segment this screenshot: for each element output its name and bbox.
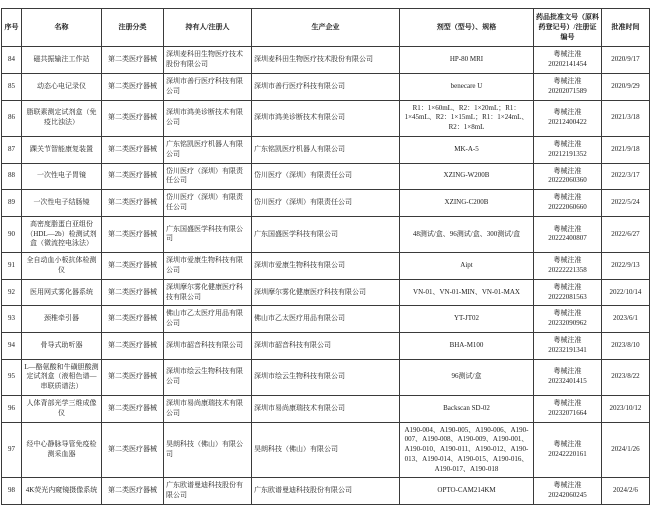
manufacturer-cell: 深圳麦科田生物医疗技术股份有限公司 xyxy=(252,47,400,74)
manufacturer-cell: 佛山市乙太医疗用品有限公司 xyxy=(252,306,400,333)
device-name-cell: 踝关节智能康复装置 xyxy=(22,136,102,163)
registration-table xyxy=(1,8,650,505)
manufacturer-cell: 岱川医疗（深圳）有限责任公司 xyxy=(252,163,400,190)
approval-date-cell: 2022/5/24 xyxy=(602,190,650,217)
holder-cell: 深圳摩尔雾化健康医疗科技有限公司 xyxy=(164,279,252,306)
row-number-cell: 95 xyxy=(2,359,22,395)
row-number-cell: 96 xyxy=(2,395,22,422)
row-number-cell: 92 xyxy=(2,279,22,306)
header-manufacturer: 生产企业 xyxy=(252,9,400,47)
holder-cell: 岱川医疗（深圳）有限责任公司 xyxy=(164,190,252,217)
table-row xyxy=(2,190,650,217)
approval-date-cell: 2020/9/17 xyxy=(602,47,650,74)
model-spec-cell: XZING-W200B xyxy=(400,163,534,190)
registration-number-cell: 粤械注准20222221358 xyxy=(534,253,602,280)
approval-date-cell: 2024/1/26 xyxy=(602,422,650,478)
manufacturer-cell: 深圳市韶音科技有限公司 xyxy=(252,332,400,359)
table-row xyxy=(2,100,650,136)
registration-number-cell: 粤械注准20242220161 xyxy=(534,422,602,478)
registration-number-cell: 粤械注准20212191352 xyxy=(534,136,602,163)
device-name-cell: 磁共振输注工作站 xyxy=(22,47,102,74)
device-name-cell: 颈椎牵引器 xyxy=(22,306,102,333)
row-number-cell: 98 xyxy=(2,478,22,505)
model-spec-cell: A190-004、A190-005、A190-006、A190-007、A190-008、A190-009、A190-001、A190-010、A190-011、A190-012、A190-013、A190-014、A190-015、A190-016、A190-017、A190-018 xyxy=(400,422,534,478)
registration-number-cell: 粤械注准20222060660 xyxy=(534,190,602,217)
table-row xyxy=(2,73,650,100)
registration-number-cell: 粤械注准20232401415 xyxy=(534,359,602,395)
manufacturer-cell: 广东欧谱曼迪科技股份有限公司 xyxy=(252,478,400,505)
table-row xyxy=(2,359,650,395)
header-model-spec: 剂型（型号）、规格 xyxy=(400,9,534,47)
approval-date-cell: 2023/6/1 xyxy=(602,306,650,333)
device-name-cell: 医用网式雾化器系统 xyxy=(22,279,102,306)
holder-cell: 深圳市鸿美诊断技术有限公司 xyxy=(164,100,252,136)
manufacturer-cell: 深圳市易尚康瑞技术有限公司 xyxy=(252,395,400,422)
model-spec-cell: benecare U xyxy=(400,73,534,100)
model-spec-cell: BHA-M100 xyxy=(400,332,534,359)
registration-category-cell: 第二类医疗器械 xyxy=(102,279,164,306)
registration-category-cell: 第二类医疗器械 xyxy=(102,216,164,252)
holder-cell: 深圳市绘云生物科技有限公司 xyxy=(164,359,252,395)
table-row xyxy=(2,395,650,422)
model-spec-cell: MK-A-5 xyxy=(400,136,534,163)
holder-cell: 广东国盛医学科技有限公司 xyxy=(164,216,252,252)
row-number-cell: 97 xyxy=(2,422,22,478)
device-name-cell: 动态心电记录仪 xyxy=(22,73,102,100)
registration-category-cell: 第二类医疗器械 xyxy=(102,47,164,74)
model-spec-cell: R1：1×60mL、R2：1×20mL；R1：1×45mL、R2：1×15mL；R1：1×24mL、R2：1×8mL xyxy=(400,100,534,136)
device-name-cell: 经中心静脉导管免疫检测采血器 xyxy=(22,422,102,478)
model-spec-cell: Aipt xyxy=(400,253,534,280)
table-row xyxy=(2,47,650,74)
registration-number-cell: 粤械注准20222081563 xyxy=(534,279,602,306)
table-row xyxy=(2,279,650,306)
holder-cell: 深圳麦科田生物医疗技术股份有限公司 xyxy=(164,47,252,74)
model-spec-cell: YT-JT02 xyxy=(400,306,534,333)
device-name-cell: 一次性电子胃镜 xyxy=(22,163,102,190)
manufacturer-cell: 广东国盛医学科技有限公司 xyxy=(252,216,400,252)
holder-cell: 广东欧谱曼迪科技股份有限公司 xyxy=(164,478,252,505)
manufacturer-cell: 深圳市鸿美诊断技术有限公司 xyxy=(252,100,400,136)
manufacturer-cell: 广东铭凯医疗机器人有限公司 xyxy=(252,136,400,163)
table-row xyxy=(2,332,650,359)
approval-date-cell: 2023/10/12 xyxy=(602,395,650,422)
approval-date-cell: 2024/2/6 xyxy=(602,478,650,505)
row-number-cell: 85 xyxy=(2,73,22,100)
registration-category-cell: 第二类医疗器械 xyxy=(102,306,164,333)
header-date: 批准时间 xyxy=(602,9,650,47)
registration-number-cell: 粤械注准20212400422 xyxy=(534,100,602,136)
manufacturer-cell: 深圳市爱康生物科技有限公司 xyxy=(252,253,400,280)
manufacturer-cell: 昊朗科技（佛山）有限公司 xyxy=(252,422,400,478)
model-spec-cell: VN-01、VN-01-MIN、VN-01-MAX xyxy=(400,279,534,306)
registration-category-cell: 第二类医疗器械 xyxy=(102,332,164,359)
header-row xyxy=(2,9,650,47)
header-holder: 持有人/注册人 xyxy=(164,9,252,47)
header-name: 名称 xyxy=(22,9,102,47)
device-name-cell: 高密度脂蛋白亚组份（HDL—2b）检测试剂盒（微流控电泳法） xyxy=(22,216,102,252)
approval-date-cell: 2021/3/18 xyxy=(602,100,650,136)
row-number-cell: 86 xyxy=(2,100,22,136)
model-spec-cell: HP-80 MRI xyxy=(400,47,534,74)
header-category: 注册分类 xyxy=(102,9,164,47)
row-number-cell: 94 xyxy=(2,332,22,359)
model-spec-cell: XZING-C200B xyxy=(400,190,534,217)
registration-category-cell: 第二类医疗器械 xyxy=(102,100,164,136)
table-row xyxy=(2,216,650,252)
table-body xyxy=(2,47,650,505)
registration-category-cell: 第二类医疗器械 xyxy=(102,478,164,505)
approval-date-cell: 2022/9/13 xyxy=(602,253,650,280)
manufacturer-cell: 深圳市善行医疗科技有限公司 xyxy=(252,73,400,100)
row-number-cell: 91 xyxy=(2,253,22,280)
row-number-cell: 89 xyxy=(2,190,22,217)
device-name-cell: 脂联素测定试剂盒（免疫比浊法） xyxy=(22,100,102,136)
holder-cell: 广东铭凯医疗机器人有限公司 xyxy=(164,136,252,163)
approval-date-cell: 2023/8/10 xyxy=(602,332,650,359)
registration-category-cell: 第二类医疗器械 xyxy=(102,395,164,422)
model-spec-cell: Backscan SD-02 xyxy=(400,395,534,422)
table-row xyxy=(2,163,650,190)
device-name-cell: L—酪氨酸和牛磺胆酸测定试剂盒（液相色谱—串联质谱法） xyxy=(22,359,102,395)
registration-category-cell: 第二类医疗器械 xyxy=(102,190,164,217)
table-row xyxy=(2,478,650,505)
header-reg-number: 药品批准文号（原料药登记号）/注册证编号 xyxy=(534,9,602,47)
header-no: 序号 xyxy=(2,9,22,47)
registration-number-cell: 粤械注准20232090962 xyxy=(534,306,602,333)
registration-number-cell: 粤械注准20232191341 xyxy=(534,332,602,359)
registration-number-cell: 粤械注准20222060360 xyxy=(534,163,602,190)
registration-number-cell: 粤械注准20222400807 xyxy=(534,216,602,252)
registration-category-cell: 第二类医疗器械 xyxy=(102,359,164,395)
table-row xyxy=(2,136,650,163)
row-number-cell: 90 xyxy=(2,216,22,252)
registration-number-cell: 粤械注准20232071664 xyxy=(534,395,602,422)
device-name-cell: 4K荧光内窥镜摄像系统 xyxy=(22,478,102,505)
registration-number-cell: 粤械注准20242060245 xyxy=(534,478,602,505)
row-number-cell: 87 xyxy=(2,136,22,163)
device-name-cell: 骨导式助听器 xyxy=(22,332,102,359)
holder-cell: 深圳市善行医疗科技有限公司 xyxy=(164,73,252,100)
registration-category-cell: 第二类医疗器械 xyxy=(102,73,164,100)
approval-date-cell: 2022/10/14 xyxy=(602,279,650,306)
holder-cell: 岱川医疗（深圳）有限责任公司 xyxy=(164,163,252,190)
approval-date-cell: 2022/6/27 xyxy=(602,216,650,252)
registration-category-cell: 第二类医疗器械 xyxy=(102,253,164,280)
table-row xyxy=(2,422,650,478)
model-spec-cell: 48测试/盒、96测试/盒、300测试/盒 xyxy=(400,216,534,252)
registration-category-cell: 第二类医疗器械 xyxy=(102,163,164,190)
device-name-cell: 人体背部光学三维成像仪 xyxy=(22,395,102,422)
holder-cell: 深圳市韶音科技有限公司 xyxy=(164,332,252,359)
holder-cell: 深圳市易尚康瑞技术有限公司 xyxy=(164,395,252,422)
model-spec-cell: OPTO-CAM214KM xyxy=(400,478,534,505)
holder-cell: 昊朗科技（佛山）有限公司 xyxy=(164,422,252,478)
device-name-cell: 一次性电子结肠镜 xyxy=(22,190,102,217)
manufacturer-cell: 岱川医疗（深圳）有限责任公司 xyxy=(252,190,400,217)
approval-date-cell: 2021/9/18 xyxy=(602,136,650,163)
approval-date-cell: 2023/8/22 xyxy=(602,359,650,395)
holder-cell: 深圳市爱康生物科技有限公司 xyxy=(164,253,252,280)
row-number-cell: 88 xyxy=(2,163,22,190)
device-name-cell: 全自动血小板抗体检测仪 xyxy=(22,253,102,280)
registration-category-cell: 第二类医疗器械 xyxy=(102,136,164,163)
manufacturer-cell: 深圳市绘云生物科技有限公司 xyxy=(252,359,400,395)
row-number-cell: 84 xyxy=(2,47,22,74)
table-row xyxy=(2,253,650,280)
model-spec-cell: 96测试/盒 xyxy=(400,359,534,395)
approval-date-cell: 2020/9/29 xyxy=(602,73,650,100)
registration-number-cell: 粤械注准20202141454 xyxy=(534,47,602,74)
approval-date-cell: 2022/3/17 xyxy=(602,163,650,190)
registration-number-cell: 粤械注准20202071589 xyxy=(534,73,602,100)
table-header xyxy=(2,9,650,47)
registration-category-cell: 第二类医疗器械 xyxy=(102,422,164,478)
manufacturer-cell: 深圳摩尔雾化健康医疗科技有限公司 xyxy=(252,279,400,306)
holder-cell: 佛山市乙太医疗用品有限公司 xyxy=(164,306,252,333)
row-number-cell: 93 xyxy=(2,306,22,333)
table-row xyxy=(2,306,650,333)
